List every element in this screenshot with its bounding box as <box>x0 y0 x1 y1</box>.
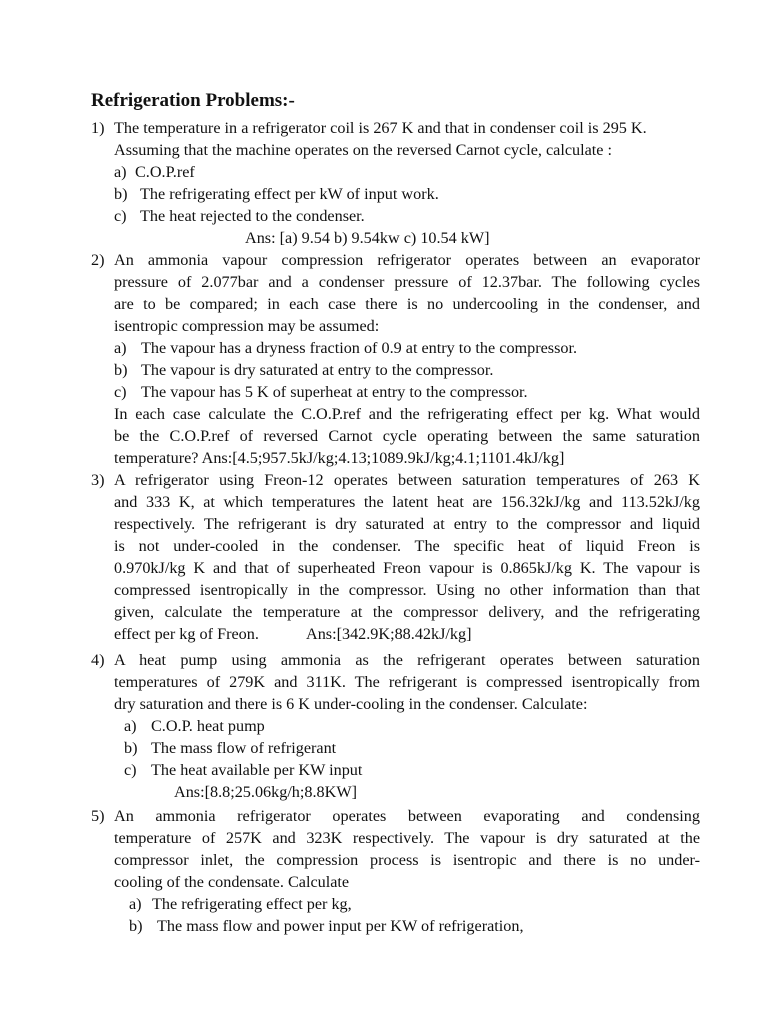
answer-line: Ans:[342.9K;88.42kJ/kg] <box>306 625 472 643</box>
problem-text-line: respectively. The refrigerant is dry saturated at entry to the compressor and liquid <box>114 515 700 533</box>
problem-text-line: Assuming that the machine operates on the reversed Carnot cycle, calculate : <box>114 141 613 159</box>
answer-line: Ans:[8.8;25.06kg/h;8.8KW] <box>174 783 357 801</box>
subitem-marker: b) <box>124 739 138 757</box>
subitem-marker: c) <box>114 207 127 225</box>
subitem-marker: a) <box>114 339 127 357</box>
problem-text-line: isentropic compression may be assumed: <box>114 317 380 335</box>
subitem-marker: a) <box>124 717 137 735</box>
subitem-marker: c) <box>124 761 137 779</box>
problem-text-line: cooling of the condensate. Calculate <box>114 873 350 891</box>
subitem-text: The vapour has a dryness fraction of 0.9 at entry to the compressor. <box>141 339 578 357</box>
problem-text-line: The temperature in a refrigerator coil is 267 K and that in condenser coil is 295 K. <box>114 119 647 137</box>
problem-text-line: and 333 K, at which temperatures the latent heat are 156.32kJ/kg and 113.52kJ/kg <box>114 493 700 511</box>
page-title: Refrigeration Problems:- <box>91 90 295 111</box>
problem-number: 2) <box>91 251 105 269</box>
answer-line: Ans: [a) 9.54 b) 9.54kw c) 10.54 kW] <box>245 229 490 247</box>
subitem-text: The mass flow of refrigerant <box>151 739 337 757</box>
problem-text-line: A refrigerator using Freon-12 operates between saturation temperatures of 263 K <box>114 471 700 489</box>
problem-text-line: 0.970kJ/kg K and that of superheated Freon vapour is 0.865kJ/kg K. The vapour is <box>114 559 700 577</box>
subitem-text: C.O.P. heat pump <box>151 717 265 735</box>
subitem-marker: b) <box>114 361 128 379</box>
subitem-text: The heat available per KW input <box>151 761 363 779</box>
problem-text-line: An ammonia vapour compression refrigerator operates between an evaporator <box>114 251 700 269</box>
problem-text-line: be the C.O.P.ref of reversed Carnot cycle operating between the same saturation <box>114 427 700 445</box>
subitem-marker: a) <box>114 163 127 181</box>
subitem-text: The heat rejected to the condenser. <box>140 207 365 225</box>
problem-text-line: are to be compared; in each case there is no undercooling in the condenser, and <box>114 295 700 313</box>
subitem-text: The vapour has 5 K of superheat at entry to the compressor. <box>141 383 528 401</box>
problem-text-line: temperature? Ans:[4.5;957.5kJ/kg;4.13;1089.9kJ/kg;4.1;1101.4kJ/kg] <box>114 449 565 467</box>
problem-number: 3) <box>91 471 105 489</box>
subitem-text: The vapour is dry saturated at entry to the compressor. <box>141 361 494 379</box>
subitem-marker: b) <box>129 917 143 935</box>
subitem-text: The refrigerating effect per kg, <box>152 895 352 913</box>
problem-text-line: In each case calculate the C.O.P.ref and the refrigerating effect per kg. What would <box>114 405 700 423</box>
problem-number: 4) <box>91 651 105 669</box>
problem-text-line: compressed isentropically in the compressor. Using no other information than that <box>114 581 700 599</box>
problem-text-line: dry saturation and there is 6 K under-cooling in the condenser. Calculate: <box>114 695 588 713</box>
problem-number: 5) <box>91 807 105 825</box>
problem-text-line: temperature of 257K and 323K respectively. The vapour is dry saturated at the <box>114 829 700 847</box>
problem-text-line: An ammonia refrigerator operates between evaporating and condensing <box>114 807 700 825</box>
subitem-text: The refrigerating effect per kW of input work. <box>140 185 439 203</box>
subitem-text: The mass flow and power input per KW of refrigeration, <box>157 917 524 935</box>
problem-text-line: pressure of 2.077bar and a condenser pressure of 12.37bar. The following cycles <box>114 273 700 291</box>
subitem-text: C.O.P.ref <box>135 163 195 181</box>
problem-text-line: temperatures of 279K and 311K. The refrigerant is compressed isentropically from <box>114 673 700 691</box>
problem-text-line: A heat pump using ammonia as the refrigerant operates between saturation <box>114 651 700 669</box>
problem-number: 1) <box>91 119 105 137</box>
problem-text-line: compressor inlet, the compression process is isentropic and there is no under- <box>114 851 700 869</box>
subitem-marker: a) <box>129 895 142 913</box>
subitem-marker: b) <box>114 185 128 203</box>
problem-text-line: effect per kg of Freon. <box>114 625 259 643</box>
problem-text-line: given, calculate the temperature at the compressor delivery, and the refrigerating <box>114 603 700 621</box>
subitem-marker: c) <box>114 383 127 401</box>
problem-text-line: is not under-cooled in the condenser. The specific heat of liquid Freon is <box>114 537 700 555</box>
